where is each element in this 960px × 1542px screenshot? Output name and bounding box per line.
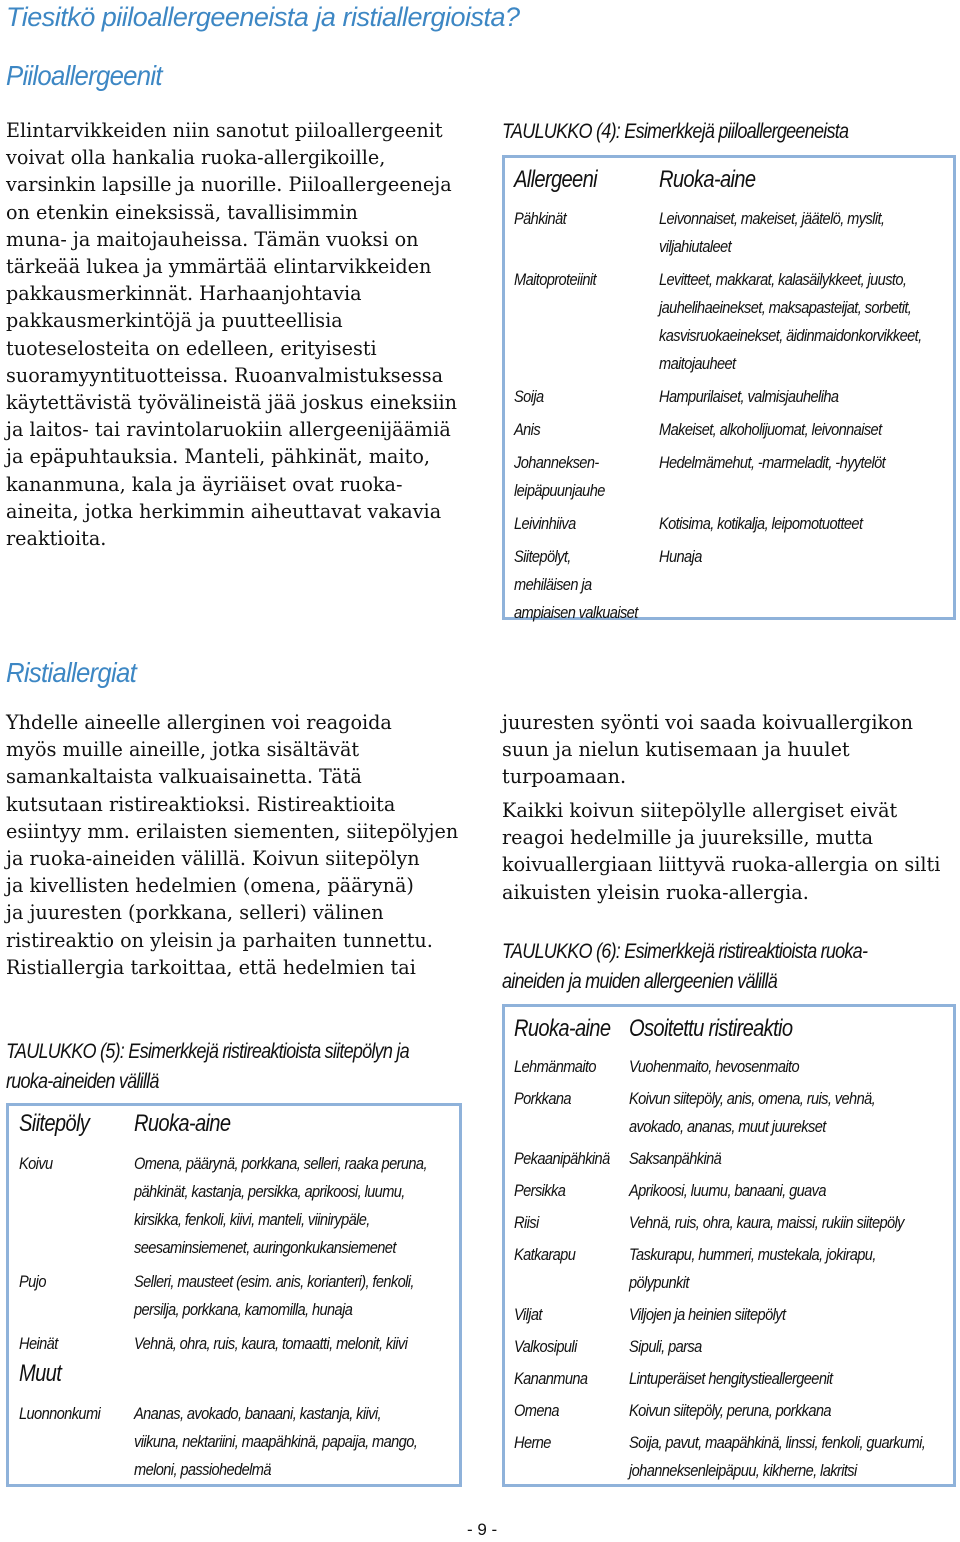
table-cell-col2-line: Taskurapu, hummeri, mustekala, jokirapu,: [629, 1245, 876, 1264]
table-cell-col2-line: Sipuli, parsa: [629, 1337, 702, 1356]
section2-paragraph-right-b: [502, 797, 940, 906]
table-cell-col2: [659, 416, 882, 444]
text-line: aikuisten yleisin ruoka-allergia.: [502, 880, 809, 904]
table-cell-col1: [514, 1365, 587, 1393]
table-cell-col2-line: Hampurilaiset, valmisjauheliha: [659, 387, 839, 406]
table-cell-col1: [514, 416, 540, 444]
table-cell-col1-line: Porkkana: [514, 1089, 571, 1108]
caption-line: TAULUKKO (6): Esimerkkejä ristireaktioista ruoka-: [502, 940, 868, 963]
text-line: pakkausmerkinnät. Harhaanjohtavia: [6, 282, 362, 306]
table-cell-col1: [19, 1330, 58, 1358]
table-cell-col2: [629, 1145, 721, 1173]
table-subheader-muut: Muut: [19, 1360, 62, 1387]
table-cell-col1-line: mehiläisen ja: [514, 575, 592, 594]
table4: [502, 155, 956, 620]
page-title: Tiesitkö piiloallergeeneista ja ristiallergioista?: [6, 2, 520, 32]
text-line: tuoteselosteita on edelleen, erityisesti: [6, 336, 377, 360]
table-cell-col2: [629, 1209, 904, 1237]
table-cell-col1-line: Siitepölyt,: [514, 547, 571, 566]
table-cell-col1-line: Herne: [514, 1433, 551, 1452]
table-header-col1: Siitepöly: [19, 1110, 90, 1137]
table-cell-col2-line: Lintuperäiset hengitystieallergeenit: [629, 1369, 833, 1388]
table-cell-col2-line: pähkinät, kastanja, persikka, aprikoosi, luumu,: [134, 1182, 405, 1201]
table-cell-col2-line: viljahiutaleet: [659, 237, 732, 256]
table-cell-col2: [629, 1241, 876, 1297]
table-cell-col1: [514, 449, 605, 505]
text-line: ja epäpuhtauksia. Manteli, pähkinät, maito,: [6, 445, 430, 469]
table-cell-col2-line: Vehnä, ruis, ohra, kaura, maissi, rukiin siitepöly: [629, 1213, 904, 1232]
table-cell-col2: [134, 1330, 407, 1358]
table-cell-col1: [514, 510, 576, 538]
text-line: turpoamaan.: [502, 765, 627, 789]
table-cell-col1-line: Maitoproteiinit: [514, 270, 596, 289]
table-cell-col2: [659, 543, 702, 571]
table-cell-col2-line: Ananas, avokado, banaani, kastanja, kiivi,: [134, 1404, 381, 1423]
table-cell-col2-line: Vehnä, ohra, ruis, kaura, tomaatti, melonit, kiivi: [134, 1334, 408, 1353]
text-line: käytettävistä työvälineistä jää joskus eineksiin: [6, 391, 458, 415]
table-cell-col1-line: Viljat: [514, 1305, 542, 1324]
table-cell-col1-line: Anis: [514, 420, 541, 439]
text-line: samankaltaista valkuaisainetta. Tätä: [6, 765, 362, 789]
section1-paragraph: [6, 117, 457, 552]
table-cell-col1: [19, 1268, 46, 1296]
table-cell-col1: [19, 1400, 100, 1428]
table-cell-col1-line: leipäpuunjauhe: [514, 481, 605, 500]
table-cell-col1: [514, 1429, 551, 1457]
table-cell-col2-line: Soija, pavut, maapähkinä, linssi, fenkoli, guarkumi,: [629, 1433, 926, 1452]
table-cell-col1-line: Katkarapu: [514, 1245, 576, 1264]
text-line: pakkausmerkintöjä ja puutteellisia: [6, 309, 343, 333]
table-cell-col2-line: seesaminsiemenet, auringonkukansiemenet: [134, 1238, 396, 1257]
table-header-col2: Ruoka-aine: [659, 166, 756, 193]
table-cell-col1: [514, 1333, 577, 1361]
table-cell-col2-line: Vuohenmaito, hevosenmaito: [629, 1057, 799, 1076]
text-line: ja kivellisten hedelmien (omena, päärynä): [6, 874, 414, 898]
table-cell-col1-line: Lehmänmaito: [514, 1057, 596, 1076]
text-line: kananmuna, kala ja äyriäiset ovat ruoka-: [6, 472, 403, 496]
table-cell-col2: [629, 1365, 832, 1393]
text-line: Elintarvikkeiden niin sanotut piiloallergeenit: [6, 119, 443, 142]
text-line: varsinkin lapsille ja nuorille. Piiloallergeeneja: [6, 173, 452, 197]
table-cell-col1-line: ampiaisen valkuaiset: [514, 603, 638, 622]
table-cell-col2-line: maitojauheet: [659, 354, 736, 373]
table-cell-col2: [659, 266, 922, 378]
section2-paragraph-right-a: [502, 709, 913, 791]
table-cell-col1: [514, 1085, 571, 1113]
table6-caption: [502, 937, 867, 997]
table-cell-col2-line: Hunaja: [659, 547, 702, 566]
text-line: ristireaktio on yleisin ja parhaiten tunnettu.: [6, 928, 433, 952]
text-line: ja ruoka-aineiden välillä. Koivun siitepölyn: [6, 847, 420, 871]
table-cell-col1-line: Koivu: [19, 1154, 53, 1173]
table4-caption: TAULUKKO (4): Esimerkkejä piiloallergeeneista: [502, 120, 849, 143]
text-line: voivat olla hankalia ruoka-allergikoille,: [6, 146, 386, 170]
table-cell-col2: [659, 449, 885, 477]
table-cell-col2-line: Levitteet, makkarat, kalasäilykkeet, juusto,: [659, 270, 907, 289]
section-heading-ristiallergiat: Ristiallergiat: [6, 657, 136, 688]
table-header-col1: Ruoka-aine: [514, 1015, 611, 1042]
text-line: myös muille aineille, jotka sisältävät: [6, 738, 360, 762]
table-cell-col2: [629, 1333, 702, 1361]
table-cell-col1-line: Leivinhiiva: [514, 514, 576, 533]
text-line: esiintyy mm. erilaisten siementen, siitepölyjen: [6, 819, 459, 843]
section-heading-piiloallergeenit: Piiloallergeenit: [6, 60, 162, 91]
text-line: Yhdelle aineelle allerginen voi reagoida: [6, 711, 392, 734]
table-cell-col2-line: Selleri, mausteet (esim. anis, korianteri), fenkoli,: [134, 1272, 414, 1291]
table-cell-col1: [514, 543, 638, 627]
table-cell-col2: [134, 1268, 414, 1324]
text-line: Ristiallergia tarkoittaa, että hedelmien tai: [6, 955, 416, 979]
table-cell-col2: [659, 383, 838, 411]
table-cell-col2-line: jauhelihaeinekset, maksapasteijat, sorbetit,: [659, 298, 912, 317]
table-cell-col1-line: Kananmuna: [514, 1369, 588, 1388]
table-cell-col2: [134, 1400, 417, 1484]
table-cell-col1: [514, 1241, 575, 1269]
table-cell-col2-line: Kotisima, kotikalja, leipomotuotteet: [659, 514, 863, 533]
table-cell-col1: [514, 1053, 596, 1081]
text-line: ja juuresten (porkkana, selleri) välinen: [6, 901, 384, 925]
table-cell-col2-line: Aprikoosi, luumu, banaani, guava: [629, 1181, 826, 1200]
table-cell-col1-line: Johanneksen-: [514, 453, 599, 472]
table-cell-col2-line: Hedelmämehut, -marmeladit, -hyytelöt: [659, 453, 886, 472]
text-line: suun ja nielun kutisemaan ja huulet: [502, 738, 850, 762]
table-cell-col2: [629, 1397, 831, 1425]
table-cell-col1-line: Pekaanipähkinä: [514, 1149, 610, 1168]
table-cell-col1: [514, 383, 544, 411]
table-cell-col2-line: kirsikka, fenkoli, kiivi, manteli, viinirypäle,: [134, 1210, 370, 1229]
table-cell-col2: [629, 1085, 875, 1141]
text-line: aineita, jotka herkimmin aiheuttavat vakavia: [6, 499, 442, 523]
table-cell-col2-line: Koivun siitepöly, peruna, porkkana: [629, 1401, 831, 1420]
text-line: muna- ja maitojauheissa. Tämän vuoksi on: [6, 227, 419, 251]
table-cell-col2-line: persilja, porkkana, kamomilla, hunaja: [134, 1300, 353, 1319]
table-header-col2: Osoitettu ristireaktio: [629, 1015, 793, 1042]
table-cell-col2: [629, 1429, 925, 1485]
table-cell-col2: [134, 1150, 427, 1262]
table-cell-col1-line: Valkosipuli: [514, 1337, 577, 1356]
table-cell-col2-line: Omena, päärynä, porkkana, selleri, raaka peruna,: [134, 1154, 427, 1173]
table-cell-col2: [629, 1301, 785, 1329]
table-cell-col2-line: johanneksenleipäpuu, kikherne, lakritsi: [629, 1461, 857, 1480]
caption-line: TAULUKKO (5): Esimerkkejä ristireaktioista siitepölyn ja: [6, 1040, 409, 1063]
text-line: reagoi hedelmille ja juureksille, mutta: [502, 826, 874, 850]
text-line: koivuallergiaan liittyvä ruoka-allergia on silti: [502, 853, 941, 877]
table6: [502, 1004, 956, 1487]
table-cell-col1: [514, 1209, 539, 1237]
table-cell-col1: [514, 1177, 565, 1205]
text-line: kutsutaan ristireaktioksi. Ristireaktioita: [6, 792, 396, 816]
table-cell-col2-line: pölypunkit: [629, 1273, 689, 1292]
table-cell-col2: [629, 1177, 826, 1205]
page-number: - 9 -: [467, 1520, 498, 1539]
text-line: ja laitos- tai ravintolaruokiin allergeenijäämiä: [6, 418, 451, 442]
table-cell-col1: [514, 1301, 542, 1329]
caption-line: ruoka-aineiden välillä: [6, 1070, 159, 1093]
table-cell-col2-line: meloni, passiohedelmä: [134, 1460, 271, 1479]
text-line: on etenkin eineksissä, tavallisimmin: [6, 200, 358, 224]
table-cell-col1: [514, 1145, 610, 1173]
table5: [6, 1103, 462, 1487]
table-cell-col2-line: Viljojen ja heinien siitepölyt: [629, 1305, 786, 1324]
table-cell-col1: [514, 205, 566, 233]
table-cell-col1: [514, 266, 596, 294]
table-cell-col2: [659, 205, 884, 261]
table-cell-col2-line: avokado, ananas, muut juurekset: [629, 1117, 826, 1136]
caption-line: aineiden ja muiden allergeenien välillä: [502, 970, 778, 993]
section2-paragraph-left: [6, 709, 458, 981]
table-cell-col2-line: kasvisruokaeinekset, äidinmaidonkorvikkeet,: [659, 326, 922, 345]
table-cell-col1-line: Heinät: [19, 1334, 58, 1353]
table-cell-col2: [629, 1053, 799, 1081]
table-cell-col2-line: Makeiset, alkoholijuomat, leivonnaiset: [659, 420, 882, 439]
table-cell-col2-line: Koivun siitepöly, anis, omena, ruis, vehnä,: [629, 1089, 876, 1108]
text-line: suoramyyntituotteissa. Ruoanvalmistuksessa: [6, 363, 444, 387]
table-cell-col1-line: Pujo: [19, 1272, 46, 1291]
table-cell-col2-line: Saksanpähkinä: [629, 1149, 722, 1168]
table-cell-col1-line: Pähkinät: [514, 209, 567, 228]
table-cell-col2-line: Leivonnaiset, makeiset, jäätelö, myslit,: [659, 209, 885, 228]
table-cell-col2: [659, 510, 862, 538]
table-header-col1: Allergeeni: [514, 166, 597, 193]
table-cell-col1-line: Omena: [514, 1401, 559, 1420]
text-line: tärkeää lukea ja ymmärtää elintarvikkeiden: [6, 255, 432, 279]
table-cell-col1: [19, 1150, 53, 1178]
table5-caption: [6, 1037, 409, 1097]
text-line: juuresten syönti voi saada koivuallergikon: [502, 711, 913, 734]
text-line: Kaikki koivun siitepölylle allergiset eivät: [502, 799, 898, 822]
text-line: reaktioita.: [6, 527, 107, 551]
table-header-col2: Ruoka-aine: [134, 1110, 231, 1137]
table-cell-col1-line: Riisi: [514, 1213, 539, 1232]
table-cell-col1-line: Persikka: [514, 1181, 566, 1200]
table-cell-col1-line: Luonnonkumi: [19, 1404, 101, 1423]
table-cell-col1: [514, 1397, 559, 1425]
table-cell-col2-line: viikuna, nektariini, maapähkinä, papaija, mango,: [134, 1432, 418, 1451]
table-cell-col1-line: Soija: [514, 387, 544, 406]
